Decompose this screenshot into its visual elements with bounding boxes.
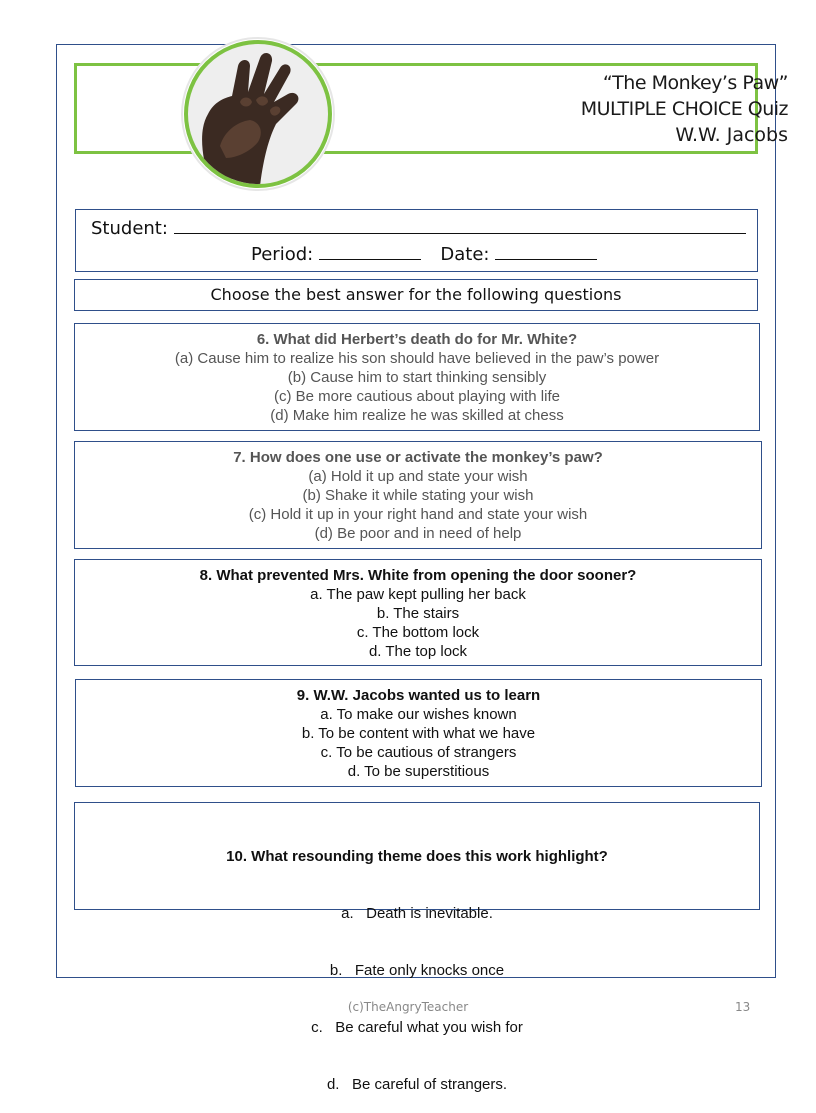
question-card: [75, 679, 762, 787]
quiz-author: W.W. Jacobs: [675, 124, 788, 146]
answer-option[interactable]: (b) Shake it while stating your wish: [302, 487, 534, 504]
question-text: 6. What did Herbert’s death do for Mr. White?: [256, 331, 578, 348]
page-number: 13: [735, 1000, 751, 1014]
question-text: 8. What prevented Mrs. White from opening the door sooner?: [199, 567, 637, 584]
question-card: [74, 559, 762, 666]
date-field[interactable]: [495, 243, 597, 260]
answer-option[interactable]: a. Death is inevitable.: [341, 905, 493, 922]
quiz-title: “The Monkey’s Paw”: [602, 72, 788, 94]
period-date-line: [251, 243, 597, 265]
answer-option[interactable]: (a) Hold it up and state your wish: [308, 468, 528, 485]
answer-option[interactable]: b. Fate only knocks once: [329, 962, 505, 979]
question-card: [74, 323, 760, 431]
answer-option[interactable]: (c) Be more cautious about playing with life: [274, 388, 560, 405]
period-label: Period:: [251, 244, 314, 265]
quiz-subtitle: MULTIPLE CHOICE Quiz: [580, 98, 788, 120]
question-card: [74, 441, 762, 549]
answer-option[interactable]: (c) Hold it up in your right hand and state your wish: [248, 506, 588, 523]
answer-option[interactable]: d. Be careful of strangers.: [326, 1076, 508, 1093]
instructions-box: [74, 279, 758, 311]
answer-option[interactable]: (d) Make him realize he was skilled at chess: [270, 407, 564, 424]
monkey-paw-logo: [180, 36, 336, 192]
date-label: Date:: [440, 244, 490, 265]
period-field[interactable]: [319, 243, 421, 260]
answer-option[interactable]: c. Be careful what you wish for: [311, 1019, 523, 1036]
answer-option[interactable]: d. To be superstitious: [347, 763, 490, 780]
question-text: 9. W.W. Jacobs wanted us to learn: [296, 687, 541, 704]
title-block: [581, 70, 788, 148]
answer-option[interactable]: (a) Cause him to realize his son should have believed in the paw’s power: [174, 350, 660, 367]
answer-option[interactable]: a. To make our wishes known: [320, 706, 517, 723]
student-info-box: [75, 209, 758, 272]
answer-option[interactable]: (d) Be poor and in need of help: [314, 525, 522, 542]
student-line: [91, 217, 746, 239]
question-text: 7. How does one use or activate the monkey’s paw?: [233, 449, 603, 466]
student-name-field[interactable]: [174, 217, 746, 234]
question-text: 10. What resounding theme does this work highlight?: [226, 848, 608, 865]
answer-option[interactable]: (b) Cause him to start thinking sensibly: [287, 369, 547, 386]
answer-option[interactable]: b. The stairs: [376, 605, 460, 622]
answer-option[interactable]: a. The paw kept pulling her back: [310, 586, 526, 603]
answer-option[interactable]: b. To be content with what we have: [301, 725, 536, 742]
student-label: Student:: [91, 218, 168, 239]
answer-option[interactable]: d. The top lock: [368, 643, 468, 660]
footer-copyright: (c)TheAngryTeacher: [347, 1000, 469, 1014]
instructions-text: Choose the best answer for the following questions: [210, 285, 622, 304]
answer-option[interactable]: c. To be cautious of strangers: [320, 744, 517, 761]
answer-option[interactable]: c. The bottom lock: [356, 624, 480, 641]
